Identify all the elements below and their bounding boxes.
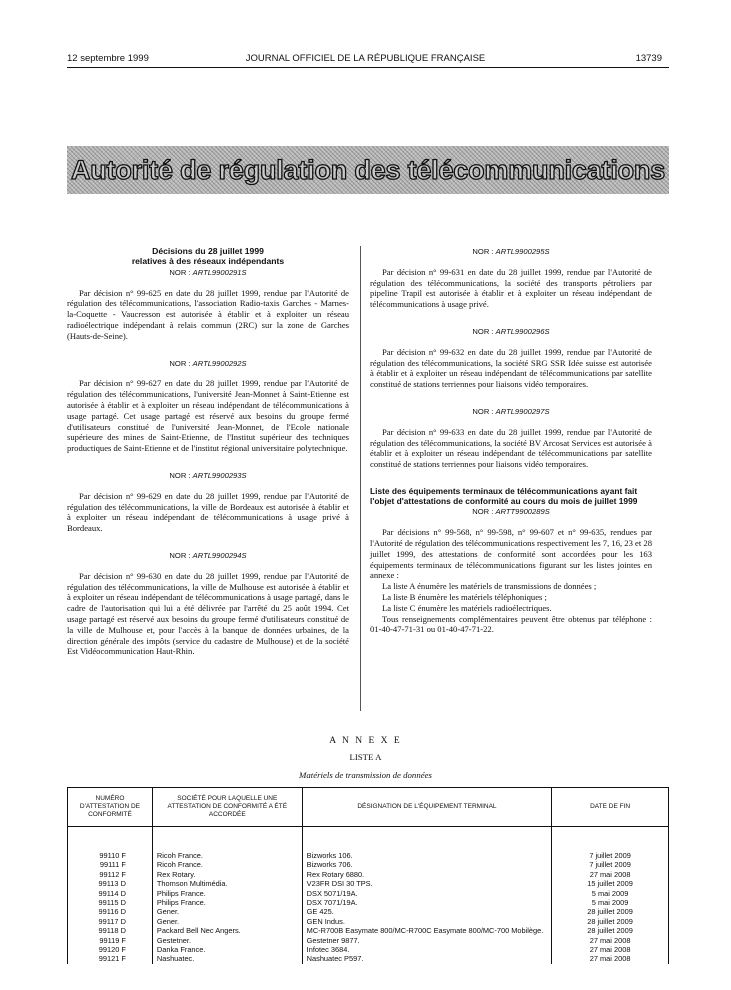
cell-equipment: Bizworks 106.: [302, 827, 552, 861]
cell-equipment: DSX 5071/19A.: [302, 889, 552, 898]
decisions-heading-line2: relatives à des réseaux indépendants: [131, 256, 285, 267]
cell-equipment: V23FR DSI 30 TPS.: [302, 879, 552, 888]
nor-reference: [67, 268, 349, 279]
equipment-list-heading: Liste des équipements terminaux de télécommunications ayant fait l'objet d'attestations de conformité au cours du mois de juillet 1999: [370, 485, 638, 507]
list-intro-paragraph: Par décisions n° 99-568, n° 99-598, n° 99-607 et n° 99-635, rendues par l'Autorité de régulation des télécommunications respectivement les 7, 16, 23 et 28 juillet 1999, des attestations de conformité sont accordées pour les 163 équipements terminaux de télécommunications figurant sur les listes jointes en annexe :: [370, 527, 652, 581]
column-header-equipment: DÉSIGNATION DE L'ÉQUIPEMENT TERMINAL: [302, 788, 552, 827]
cell-equipment: Bizworks 706.: [302, 860, 552, 869]
cell-company: Packard Bell Nec Angers.: [152, 926, 302, 935]
nor-ref: ARTL9900292S: [192, 358, 247, 368]
cell-number: 99111 F: [68, 860, 153, 869]
spacer: [370, 390, 652, 406]
header-rule: [67, 67, 669, 68]
cell-equipment: Gestetner 9877.: [302, 936, 552, 945]
nor-reference: [67, 551, 349, 562]
table-row: [68, 827, 669, 861]
nor-reference: [370, 407, 652, 418]
decision-paragraph: Par décision n° 99-630 en date du 28 juillet 1999, rendue par l'Autorité de régulation des télécommunications, la ville de Mulhouse est autorisée à établir et à exploiter un réseau indépendant de télécommunications à usage partagé, dans le cadre de l'autorisation qui lui a été délivrée par l'arrêté du 25 août 1994. Cet usage partagé est réservé aux besoins du groupe fermé d'utilisateurs constitué de la ville de Mulhouse et, pour l'accès à la banque de données urbaines, de la direction générale des impôts (service du cadastre de Mulhouse) et de la société Est Vidéocommunication Haut-Rhin.: [67, 570, 349, 657]
cell-end-date: 7 juillet 2009: [552, 827, 669, 861]
table-row: [68, 917, 669, 926]
contact-paragraph: Tous renseignements complémentaires peuvent être obtenus par téléphone : 01-40-47-71-31 ou 01-40-47-71-22.: [370, 613, 652, 635]
cell-number: 99121 F: [68, 954, 153, 963]
table-row: [68, 889, 669, 898]
nor-label: NOR :: [472, 247, 494, 256]
spacer: [67, 342, 349, 358]
table-row: [68, 936, 669, 945]
cell-equipment: MC-R700B Easymate 800/MC-R700C Easymate 800/MC-700 Mobilège.: [302, 926, 552, 935]
cell-equipment: DSX 7071/19A.: [302, 898, 552, 907]
spacer: [67, 534, 349, 550]
cell-number: 99119 F: [68, 936, 153, 945]
cell-end-date: 5 mai 2009: [552, 898, 669, 907]
table-row: [68, 898, 669, 907]
cell-number: 99110 F: [68, 827, 153, 861]
cell-number: 99116 D: [68, 907, 153, 916]
table-row: [68, 860, 669, 869]
cell-company: Nashuatec.: [152, 954, 302, 963]
nor-ref: ARTL9900296S: [495, 326, 550, 336]
annexe-title: A N N E X E: [329, 736, 402, 746]
nor-reference: [370, 247, 652, 258]
cell-number: 99115 D: [68, 898, 153, 907]
cell-company: Ricoh France.: [152, 827, 302, 861]
table-header-row: [68, 788, 669, 827]
cell-end-date: 15 juillet 2009: [552, 879, 669, 888]
cell-end-date: 28 juillet 2009: [552, 907, 669, 916]
column-divider: [360, 246, 361, 711]
nor-label: NOR :: [472, 507, 494, 517]
spacer: [370, 470, 652, 486]
table-row: [68, 945, 669, 954]
table-row: [68, 907, 669, 916]
nor-reference: [370, 327, 652, 338]
cell-end-date: 27 mai 2008: [552, 954, 669, 963]
page-number: 13739: [635, 53, 662, 64]
right-column: [370, 246, 652, 635]
list-a-line: La liste A énumère les matériels de transmissions de données ;: [382, 581, 597, 592]
nor-ref: ARTL9900297S: [495, 406, 550, 416]
cell-company: Rex Rotary.: [152, 870, 302, 879]
list-subtitle: Matériels de transmission de données: [299, 770, 432, 780]
cell-end-date: 27 mai 2008: [552, 936, 669, 945]
decision-paragraph: Par décision n° 99-627 en date du 28 juillet 1999, rendue par l'Autorité de régulation des télécommunications, l'université Jean-Monnet à Saint-Etienne est autorisée à établir et à exploiter un réseau indépendant de télécommunications à usage partagé. Cet usage partagé est réservé aux besoins du groupe fermé d'utilisateurs constitué de l'université Jean-Monnet, de l'Ecole nationale supérieure des mines de Saint-Etienne, de l'Institut supérieur des techniques productiques de Saint-Etienne et de l'institut régional universitaire polytechnique.: [67, 378, 349, 454]
cell-equipment: Nashuatec P597.: [302, 954, 552, 963]
cell-equipment: GEN Indus.: [302, 917, 552, 926]
nor-label: NOR :: [169, 470, 191, 480]
table-row: [68, 926, 669, 935]
equipment-table: [67, 787, 669, 964]
cell-equipment: GE 425.: [302, 907, 552, 916]
decision-paragraph: Par décision n° 99-633 en date du 28 juillet 1999, rendue par l'Autorité de régulation des télécommunications, la société BV Arcosat Services est autorisée à établir et à exploiter un réseau indépendant de télécommunications par satellite constitué de stations terriennes pour liaisons vidéo temporaires.: [370, 426, 652, 470]
section-banner: [67, 146, 669, 194]
cell-company: Gestetner.: [152, 936, 302, 945]
nor-ref: ARTL9900294S: [192, 550, 247, 560]
left-column: [67, 246, 349, 657]
table-row: [68, 954, 669, 963]
nor-ref: ARTL9900291S: [192, 267, 247, 277]
list-b-line: La liste B énumère les matériels téléphoniques ;: [382, 591, 547, 602]
nor-reference: [370, 507, 652, 518]
cell-company: Danka France.: [152, 945, 302, 954]
cell-company: Ricoh France.: [152, 860, 302, 869]
column-header-number: NUMÉRO D'ATTESTATION DE CONFORMITÉ: [68, 788, 153, 827]
cell-end-date: 7 juillet 2009: [552, 860, 669, 869]
cell-company: Gener.: [152, 907, 302, 916]
decision-paragraph: Par décision n° 99-632 en date du 28 juillet 1999, rendue par l'Autorité de régulation des télécommunications, la société SRG SSR Idée suisse est autorisée à établir et à exploiter un réseau indépendant de télécommunications par satellite constitué de stations terriennes pour liaisons vidéo temporaires.: [370, 346, 652, 390]
nor-label: NOR :: [169, 550, 191, 560]
nor-label: NOR :: [169, 267, 191, 277]
cell-end-date: 5 mai 2009: [552, 889, 669, 898]
column-header-company: SOCIÉTÉ POUR LAQUELLE UNE ATTESTATION DE CONFORMITÉ A ÉTÉ ACCORDÉE: [152, 788, 302, 827]
header-date: 12 septembre 1999: [67, 53, 149, 64]
cell-number: 99112 F: [68, 870, 153, 879]
nor-label: NOR :: [169, 358, 191, 368]
list-c-line: La liste C énumère les matériels radioélectriques.: [382, 602, 552, 613]
decisions-heading-line1: Décisions du 28 juillet 1999: [152, 246, 264, 256]
journal-title: JOURNAL OFFICIEL DE LA RÉPUBLIQUE FRANÇAISE: [245, 53, 486, 64]
nor-reference: [67, 471, 349, 482]
cell-end-date: 27 mai 2008: [552, 870, 669, 879]
spacer: [370, 310, 652, 326]
decision-paragraph: Par décision n° 99-631 en date du 28 juillet 1999, rendue par l'Autorité de régulation des télécommunications, la société des transports pétroliers par pipeline Trapil est autorisée à établir et à exploiter un réseau indépendant de télécommunications à usage privé.: [370, 266, 652, 310]
nor-label: NOR :: [472, 406, 494, 416]
column-header-end-date: DATE DE FIN: [552, 788, 669, 827]
decision-paragraph: Par décision n° 99-625 en date du 28 juillet 1999, rendue par l'Autorité de régulation des télécommunications, l'association Radio-taxis Garches - Marnes-la-Coquette - Vaucresson est autorisée à établir et à exploiter un réseau radioélectrique indépendant à relais commun (2RC) sur la zone de Garches (Hauts-de-Seine).: [67, 287, 349, 341]
cell-equipment: Infotec 3684.: [302, 945, 552, 954]
nor-ref: ARTL9900295S: [495, 247, 550, 256]
cell-company: Gener.: [152, 917, 302, 926]
spacer: [67, 454, 349, 470]
cell-number: 99118 D: [68, 926, 153, 935]
cell-end-date: 28 juillet 2009: [552, 917, 669, 926]
cell-end-date: 27 mai 2008: [552, 945, 669, 954]
nor-reference: [67, 359, 349, 370]
cell-number: 99114 D: [68, 889, 153, 898]
nor-label: NOR :: [472, 326, 494, 336]
banner-title: Autorité de régulation des télécommunications: [70, 155, 666, 185]
nor-ref: ARTL9900293S: [192, 470, 247, 480]
cell-equipment: Rex Rotary 6880.: [302, 870, 552, 879]
cell-company: Thomson Multimédia.: [152, 879, 302, 888]
table-row: [68, 879, 669, 888]
cell-number: 99117 D: [68, 917, 153, 926]
cell-company: Philips France.: [152, 889, 302, 898]
cell-end-date: 28 juillet 2009: [552, 926, 669, 935]
decision-paragraph: Par décision n° 99-629 en date du 28 juillet 1999, rendue par l'Autorité de régulation des télécommunications, la ville de Bordeaux est autorisée à établir et à exploiter un réseau indépendant de télécommunications à usage privé à Bordeaux.: [67, 490, 349, 534]
list-name: LISTE A: [349, 752, 382, 762]
cell-company: Philips France.: [152, 898, 302, 907]
cell-number: 99113 D: [68, 879, 153, 888]
nor-ref: ARTT9900289S: [495, 507, 550, 517]
table-row: [68, 870, 669, 879]
cell-number: 99120 F: [68, 945, 153, 954]
